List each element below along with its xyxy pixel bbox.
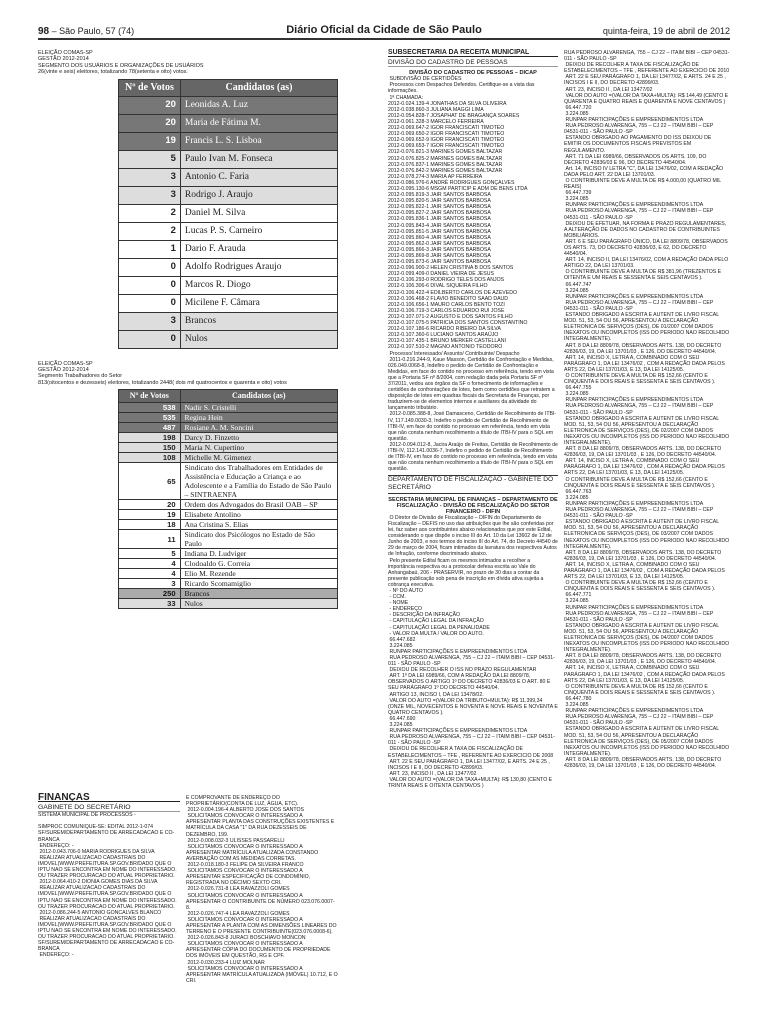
vote-count: 487 <box>119 423 181 433</box>
votes-column-header: Nº de Votos <box>119 79 181 96</box>
vote-count: 0 <box>119 258 181 276</box>
vote-count: 3 <box>119 579 181 589</box>
table-row <box>119 204 338 222</box>
votes-column-header: Nº de Votos <box>119 390 181 403</box>
financas-right-text: E COMPROVANTE DE ENDEREÇO DO PROPRIETÁRIO(CONTA DE LUZ, ÁGUA, ETC). 2012-0.004.196-4 ALBERTO JOSE DOS SANTOS SOLICITAMOS CONVOCAR O INTERESSADO A APRESENTAR PLANTA DAS CONSTRUÇÕES EXISTENTES E MATRÍCULA DA CASA "1" DA RUA DEZESSEIS DE DEZEMBRO, 199. 2012-0.008.032-3 ULISSES PASSARELLI SOLICITAMOS CONVOCAR O INTERESSADO A APRESENTAR MATRÍCULA ATUALIZADA CONSTANDO AVERBAÇÃO COM AS MEDIDAS CORRETAS. 2012-0.018.180-3 FELIPE DA SILVEIRA FRANCO SOLICITAMOS CONVOCAR O INTERESSADO A APRESENTAR ESPECIFICAÇÃO DE CONDOMÍNIO, REGISTRADA NO DÉCIMO SEXTO CRI. 2012-0.026.731-8 LEA RAVAZZOLI GOMES SOLICITAMOS CONVOCAR O INTERESSADO A APRESENTAR O CONTRIBUINTE DE NÚMERO 023.076.0007-8. 2012-0.026.747-4 LEA RAVAZZOLI GOMES SOLICITAMOS CONVOCAR O INTERESSADO A APRESENTAR A PLANTA COM AS DIMENSÕES LINEARES DO TERRENO E O PRESENTE CONTRIBUINTE(023.076.0008-6). 2012-0.026.843-8 JURACI BOSCHIAVO MONCON SOLICITAMOS CONVOCAR O INTERESSADO A APRESENTAR CÓPIA DO DOCUMENTO DE PROPRIEDADE DOS IMÓVEIS EM QUESTÃO, RG E CPF. 2012-0.030.233-4 LUIZ MOLNAR SOLICITAMOS CONVOCAR O INTERESSADO A APRESENTAR MATRÍCULA ATUALIZADA (IMÓVEL) 10.712, E O CRI. <box>186 795 338 984</box>
vote-count: 19 <box>119 132 181 150</box>
vote-count: 4 <box>119 569 181 579</box>
vote-count: 250 <box>119 589 181 599</box>
candidate-name: Sindicato dos Trabalhadores em Entidades de Assistência e Educação a Criança e ao Adolescente e a Família do Estado de São Paulo – SINTRAENFA <box>180 463 337 500</box>
candidate-name: Brancos <box>180 589 337 599</box>
candidate-name: Rosiane A. M. Soncini <box>180 423 337 433</box>
table-row <box>119 463 338 500</box>
vote-count: 3 <box>119 186 181 204</box>
candidate-name: Michelle M. Gimenez <box>180 453 337 463</box>
vote-count: 20 <box>119 500 181 510</box>
table-row <box>119 549 338 559</box>
candidate-name: Nadir S. Cristelli <box>180 403 337 413</box>
difin-heading: SECRETARIA MUNICIPAL DE FINANÇAS – DEPARTAMENTO DE FISCALIZAÇÃO - DIVISÃO DE FISCALIZAÇÃO DO SETOR FINANCEIRO - DIFIN <box>388 496 558 515</box>
vote-count: 0 <box>119 294 181 312</box>
vote-count: 65 <box>119 463 181 500</box>
candidate-name: Clodoaldo G. Correia <box>180 559 337 569</box>
candidate-name: Elisabete Antolino <box>180 510 337 520</box>
vote-count: 33 <box>119 599 181 609</box>
vote-count: 5 <box>119 150 181 168</box>
table-row <box>119 294 338 312</box>
election2-meta: ELEIÇÃO COMAS-SP GESTÃO 2012-2014 Segmento Trabalhadores do Setor 813(oitocentos e dezesseis) eleitores, totalizando 2448( dois mil quatrocentos e quarenta e oito) votos <box>38 360 287 386</box>
table-row <box>119 520 338 530</box>
table-row <box>119 258 338 276</box>
vote-count: 538 <box>119 403 181 413</box>
table-header-row <box>119 390 338 403</box>
table-row <box>119 589 338 599</box>
vote-count: 108 <box>119 453 181 463</box>
vote-count: 0 <box>119 330 181 348</box>
candidate-name: Antonio C. Faria <box>180 168 337 186</box>
table-row <box>119 500 338 510</box>
candidate-name: Elio M. Rezende <box>180 569 337 579</box>
table-row <box>119 579 338 589</box>
table-row <box>119 559 338 569</box>
candidate-name: Sindicato dos Psicólogos no Estado de São Paulo <box>180 530 337 549</box>
candidate-name: Maria N. Cupertino <box>180 443 337 453</box>
table-row <box>119 240 338 258</box>
election1-meta: ELEIÇÃO COMAS-SP GESTÃO 2012-2014 SEGMENTO DOS USUÁRIOS E ORGANIZAÇÕES DE USUÁRIOS 26(vinte e seis) eleitores, totalizando 78(setenta e oito) votos. <box>38 50 204 76</box>
page-number: 98 – São Paulo, 57 (74) <box>38 26 135 37</box>
newspaper-title: Diário Oficial da Cidade de São Paulo <box>286 24 482 36</box>
dicap-heading: DIVISÃO DO CADASTRO DE PESSOAS – DICAP <box>409 70 537 77</box>
candidate-name: Dario F. Arauda <box>180 240 337 258</box>
table-row <box>119 569 338 579</box>
vote-count: 19 <box>119 510 181 520</box>
vote-count: 11 <box>119 530 181 549</box>
financas-left <box>38 792 180 959</box>
table-row <box>119 530 338 549</box>
candidate-name: Brancos <box>180 312 337 330</box>
candidate-name: Nulos <box>180 599 337 609</box>
candidate-name: Francis L. S. Lisboa <box>180 132 337 150</box>
table-row <box>119 114 338 132</box>
table-row <box>119 453 338 463</box>
candidate-name: Darcy D. Finzetto <box>180 433 337 443</box>
table-row <box>119 186 338 204</box>
candidate-name: Ordem dos Advogados do Brasil OAB – SP <box>180 500 337 510</box>
candidate-name: Lucas P. S. Carneiro <box>180 222 337 240</box>
table-row <box>119 276 338 294</box>
vote-count: 20 <box>119 114 181 132</box>
vote-count: 5 <box>119 549 181 559</box>
candidate-name: Leonidas A. Luz <box>180 96 337 114</box>
table-row <box>119 413 338 423</box>
candidate-name: Marcos R. Diogo <box>180 276 337 294</box>
election1-votes-table <box>118 79 338 349</box>
candidate-name: Nulos <box>180 330 337 348</box>
table-row <box>119 132 338 150</box>
divisao-heading: DIVISÃO DO CADASTRO DE PESSOAS <box>388 60 558 67</box>
vote-count: 4 <box>119 559 181 569</box>
candidate-name: Adolfo Rodrigues Araujo <box>180 258 337 276</box>
vote-count: 2 <box>119 222 181 240</box>
vote-count: 20 <box>119 96 181 114</box>
financas-section <box>38 792 338 1020</box>
right-column <box>564 50 730 1020</box>
table-row <box>119 330 338 348</box>
candidate-name: Ana Cristina S. Elias <box>180 520 337 530</box>
table-row <box>119 222 338 240</box>
dicap-text: SUBDIVISÃO DE CERTIDÕES Processos com Despachos Deferidos. Certifique-se a vista das informações. 1ª CHAMADA: 2012-0.024.139-4 JONATHAS DA SILVA OLIVEIRA 2012-0.038.860-3 JULIANA MAGGI LIMA 2012-0.054.828-7 JOSAPHAT DE BRAGANÇA SOARES 2012-0.061.328-3 MARCELO FERREIRA 2012-0.069.647-2 IGOR FRANCISCATI TIMOTEO 2012-0.069.650-2 IGOR FRANCISCATI TIMOTEO 2012-0.069.652-9 IGOR FRANCISCATI TIMOTEO 2012-0.069.653-7 IGOR FRANCISCATI TIMOTEO 2012-0.076.821-3 MARINES GOMES BALTAZAR 2012-0.076.825-2 MARINES GOMES BALTAZAR 2012-0.076.837-1 MARINES GOMES BALTAZAR 2012-0.076.842-2 MARINES GOMES BALTAZAR 2012-0.078.274-3 MARIA AP FERREIRA 2012-0.086.976-6 ANDRÉ RODRIGUES GONÇALVES 2012-0.095.130-6 MSGM PARTICIP E ADM DE BENS LTDA 2012-0.095.819-3 JAIR SANTOS BARBOSA 2012-0.095.820-5 JAIR SANTOS BARBOSA 2012-0.095.822-1 JAIR SANTOS BARBOSA 2012-0.095.827-2 JAIR SANTOS BARBOSA 2012-0.095.836-1 JAIR SANTOS BARBOSA 2012-0.095.843-4 JAIR SANTOS BARBOSA 2012-0.095.851-5 JAIR SANTOS BARBOSA 2012-0.095.860-4 JAIR SANTOS BARBOSA 2012-0.095.862-0 JAIR SANTOS BARBOSA 2012-0.095.866-3 JAIR SANTOS BARBOSA 2012-0.095.869-8 JAIR SANTOS BARBOSA 2012-0.095.873-6 JAIR SANTOS BARBOSA 2012-0.096.900-2 HELEN CRISTINA B DOS SANTOS 2012-0.099.409-0 DANIEL VIEIRA DE JESUS 2012-0.106.293-0 RODRIGO TELES DOS ANJOS 2012-0.106.306-6 DIVAL SIQUEIRA FILHO 2012-0.106.422-4 EDILBERTO CARLOS DE AZEVEDO 2012-0.106.468-2 FLAVIO BENEDITO SAAD DAUD 2012-0.106.656-1 MAURO CARLOS BENTO TOZI 2012-0.106.719-3 CARLOS EDUARDO RUI JOSE 2012-0.107.071-2 AUGUSTO E DOS SANTOS FILHO 2012-0.107.075-5 PATRICIA DOS SANTOS CONSTANTINO 2012-0.107.186-6 RICARDO RIBEIRO DA SILVA 2012-0.107.360-6 LUCIANO SANTOS ARAÚJO 2012-0.107.435-1 BRUNO MERKER CASTELLANI 2012-0.107.510-2 MAGNO ANTONIO TEODORO Processo/ Interessado/ Assunto/ Contribuinte/ Despacho 2011-0.216.244-9, Kaue Masson, Certidão de Confrontação e Medidas, 026.049.0068-8, Indefiro o pedido de Certidão de Confrontação e Medidas, em face do contido no processo em referência, tendo em vista que a Portaria SF nº 8/2004, com redação dada pela Portaria SF nº 37/2011, vedou aos órgãos da SF o fornecimento de informações e certidões de confrontações de lotes, bem como certidões que retratem a disposição de lotes em quadras fiscais da Secretaria de Finanças, por traduzirem-se de elementos internos e auxiliares da atividade do lançamento tributário. 2012-0.085.388-8, José Damasceno, Certidão de Recolhimento de ITBI-IV, 117.149.0030-3, Indefiro o pedido de Certidão de Recolhimento de ITBI-IV, em face do contido no processo em referência, tendo em vista que não consta nenhum recolhimento a título de ITBI-IV para o SQL em questão. 2012-0.094.012-8, Jacira Araújo de Freitas, Certidão de Recolhimento de ITBI-IV, 112.141.0036-7, Indefiro o pedido de Certidão de Recolhimento de ITBI-IV, em face do contido no processo em referência, tendo em vista que não consta nenhum recolhimento a título de ITBI-IV para o SQL em questão. <box>388 76 558 473</box>
candidates-column-header: Candidatos (as) <box>180 390 337 403</box>
candidate-name: Ricardo Scomamiglio <box>180 579 337 589</box>
table-row <box>119 510 338 520</box>
table-row <box>119 423 338 433</box>
subsecretaria-heading: SUBSECRETARIA DA RECEITA MUNICIPAL <box>388 50 558 57</box>
table-row <box>119 150 338 168</box>
table-row <box>119 312 338 330</box>
gabinete-title: GABINETE DO SECRETÁRIO <box>38 805 180 812</box>
vote-count: 3 <box>119 168 181 186</box>
election2-votes-table <box>118 389 338 609</box>
vote-count: 0 <box>119 276 181 294</box>
vote-count: 2 <box>119 204 181 222</box>
candidate-name: Daniel M. Silva <box>180 204 337 222</box>
candidate-name: Indiana D. Ludviger <box>180 549 337 559</box>
vote-count: 18 <box>119 520 181 530</box>
financas-left-text: SISTEMA MUNICIPAL DE PROCESSOS - SIMPROC COMUNIQUE-SE: EDITAL 2012-1-074 SF/SUREM/DEPARTAMENTO DE ARRECADACAO E CO-BRANCA ENDEREÇO: - 2012-0.043.706-0 MARIA RODRIGUES DA SILVA REALIZAR ATUALIZACAO CADASTRAIS DO IMOVEL(WWW.PREFEITURA.SP.GOV.BR/DADO QUE O IPTU NAO SE ENCONTRA EM NOME DO INTERESSADO. OU TRAZER PROCURACAO DO ATUAL PROPRIETARIO. 2012-0.064.410-2 DIONIA GOMES DIAS DA SILVA REALIZAR ATUALIZACAO CADASTRAIS DO IMOVEL(WWW.PREFEITURA.SP.GOV.BR/DADO QUE O IPTU NAO SE ENCONTRA EM NOME DO INTERESSADO. OU TRAZER PROCURACAO DO ATUAL PROPRIETARIO. 2012-0.086.244-5 ANTONIO GONCALVES BLANCO REALIZAR ATUALIZACAO CADASTRAIS DO IMOVEL(WWW.PREFEITURA.SP.GOV.BR/DADO QUE O IPTU NAO SE ENCONTRA EM NOME DO INTERESSADO. OU TRAZER PROCURACAO DO ATUAL PROPRIETARIO. SF/SUREM/DEPARTAMENTO DE ARRECADACAO E CO-BRANCA ENDEREÇO: - <box>38 812 177 959</box>
vote-count: 150 <box>119 443 181 453</box>
candidates-column-header: Candidatos (as) <box>180 79 337 96</box>
table-row <box>119 403 338 413</box>
candidate-name: Rodrigo J. Araujo <box>180 186 337 204</box>
table-row <box>119 599 338 609</box>
middle-column <box>388 50 558 1020</box>
financas-right <box>186 795 338 984</box>
candidate-name: Regina Hein <box>180 413 337 423</box>
table-row <box>119 433 338 443</box>
issue-date: quinta-feira, 19 de abril de 2012 <box>602 26 730 36</box>
fiscalizacao-heading: DEPARTAMENTO DE FISCALIZAÇÃO - GABINETE DO SECRETÁRIO <box>388 475 558 493</box>
table-row <box>119 96 338 114</box>
table-row <box>119 443 338 453</box>
vote-count: 1 <box>119 240 181 258</box>
vote-count: 535 <box>119 413 181 423</box>
candidate-name: Micilene F. Câmara <box>180 294 337 312</box>
vote-count: 198 <box>119 433 181 443</box>
difin-text: O Diretor de Divisão de Fiscalização – DIFIN do Departamento de Fiscalização – DEFIS no uso das atribuições que lhe são conferidas por lei, faz saber aos contribuintes abaixo relacionados que por este Edital, considerando o que dispõe o inciso III do Art. 10 da Lei 13602 de 12 de Junho de 2003, e nos termos do inciso III do Art. 74, do Decreto 44540 de 29 de março de 2004, ficam intimados da lavratura dos respectivos Autos de Infração, conforme discriminado abaixo. Pelo presente Edital ficam os mesmos intimados a recolher a importância respectiva ou a protocolar defesa escrita ao Vale do Anhangabaú, 206 - PRASERVIR, no prazo de 30 dias a contar da presente publicação sob pena de inscrição em dívida ativa sujeita a cobrança executiva. - Nº DO AUTO - CCM. - NOME - ENDEREÇO - DESCRIÇÃO DA INFRAÇÃO - CAPITULAÇÃO LEGAL DA INFRAÇÃO - CAPITULAÇÃO LEGAL DA PENALIDADE - VALOR DA MULTA / VALOR DO AUTO. 66.447.682 3.224.085 RUNPAR PARTICIPAÇÕES E EMPREENDIMENTOS LTDA RUA PEDROSO ALVARENGA, 755 – CJ 22 – ITAIM BIBI – CEP 04531-011 - SÃO PAULO -SP DEIXOU DE RECOLHER O ISS NO PRAZO REGULAMENTAR ART. 1º DA LEI 6989/66, COM A REDAÇÃO DA LEI 8809/78, OBSERVADOS O ARTIGO 1º DO DECRETO 42836/03 E O ART. 80 E SEU PARÁGRAFO 1º DO DECRETO 44540/04. ARTIGO 13, INCISO I, DA LEI 13478/02. VALOR DO AUTO =(VALOR DA TRIBUTO+MULTA): R$ 11.399,34 (ONZE MIL, NOVECENTOS E NOVENTA E NOVE REAIS E NOVENTA E QUATRO CENTAVOS ). 66.447.690 3.224.085 RUNPAR PARTICIPAÇÕES E EMPREENDIMENTOS LTDA RUA PEDROSO ALVARENGA, 755 – CJ 22 – ITAIM BIBI – CEP 04531-011 - SÃO PAULO -SP DEIXOU DE RECOLHER A TAXA DE FISCALIZAÇÃO DE ESTABELECIMENTOS – TFE , REFERENTE AO EXERCICIO DE 2008 ART. 22 E SEU PARÁGRAFO 1, DA LEI 13477/02, E ARTS. 24 E 25 , INCISOS I E II, DO DECRETO 42899/03. ART. 23, INCISO II , DA LEI 13477/02 VALOR DO AUTO =(VALOR DA TAXA+MULTA): R$ 130,80 (CENTO E TRINTA REAIS E OITENTA CENTAVOS ) <box>388 514 558 789</box>
financas-title: FINANÇAS <box>38 795 180 802</box>
candidate-name: Maria de Fátima M. <box>180 114 337 132</box>
page-header <box>38 18 730 40</box>
vote-count: 3 <box>119 312 181 330</box>
table-header-row <box>119 79 338 96</box>
candidate-name: Paulo Ivan M. Fonseca <box>180 150 337 168</box>
table-row <box>119 168 338 186</box>
right-column-text: RUA PEDROSO ALVARENGA, 755 – CJ 22 – ITAIM BIBI – CEP 04531-011 - SÃO PAULO -SP DEIXOU DE RECOLHER A TAXA DE FISCALIZAÇÃO DE ESTABELECIMENTOS – TFE , REFERENTE AO EXERCICIO DE 2010 ART. 22 E SEU PARÁGRAFO 1, DA LEI 13477/02, E ARTS. 24 E 25 , INCISOS I E II, DO DECRETO 42899/03. ART. 23, INCISO II , DA LEI 13477/02 VALOR DO AUTO =(VALOR DA TAXA+MULTA): R$ 144,49 (CENTO E QUARENTA E QUATRO REAIS E QUARENTA E NOVE CENTAVOS ) 66.447.720 3.224.085 RUNPAR PARTICIPAÇÕES E EMPREENDIMENTOS LTDA RUA PEDROSO ALVARENGA, 755 – CJ 22 – ITAIM BIBI – CEP 04531-011 - SÃO PAULO -SP ESTANDO OBRIGADO AO PAGAMENTO DO ISS DEIXOU DE EMITIR OS DOCUMENTOS FISCAIS PREVISTOS EM REGULAMENTO. ART. 71 DA LEI 6989/66, OBSERVADOS OS ARTS. 109, DO DECRETO 42836/03 E 96, DO DECRETO 44540/04. Art. 14, INCISO IV LETRA "C", DA LEI 13476/02, COM A REDAÇÃO DADA PELO ART. 22 DA LEI 13701/03. O CONTRIBUINTE DEVE A MULTA DE R$ 4.000,00 (QUATRO MIL REAIS) 66.447.739 3.224.085 RUNPAR PARTICIPAÇÕES E EMPREENDIMENTOS LTDA RUA PEDROSO ALVARENGA, 755 – CJ 22 – ITAIM BIBI – CEP 04531-011 - SÃO PAULO -SP DEIXOU DE EFETUAR, NA FORMA E PRAZO REGULAMENTARES, A ALTERAÇÃO DE DADOS NO CADASTRO DE CONTRIBUINTES MOBILIÁRIOS. ART. 6 E SEU PARÁGRAFO ÚNICO, DA LEI 8809/78, OBSERVADOS OS ARTS. 73, DO DECRETO 42836/03, E 62, DO DECRETO 44540/04. ART. 14, INCISO II, DA LEI 13476/02, COM A REDAÇÃO DADA PELO ARTIGO 22, DA LEI 13701/03. O CONTRIBUINTE DEVE A MULTA DE R$ 381,96 (TREZENTOS E OITENTA E UM REAIS E SESSENTA E SEIS CENTAVOS ). 66.447.747 3.224.085 RUNPAR PARTICIPAÇÕES E EMPREENDIMENTOS LTDA RUA PEDROSO ALVARENGA, 755 – CJ 22 – ITAIM BIBI – CEP 04531-011 - SÃO PAULO -SP ESTANDO OBRIGADO A ESCRITA E AUTENT DE LIVRO FISCAL MOD. 51, 53, 54 OU 56, APRESENTOU A DECLARAÇÃO ELETRONICA DE SERVIÇOS (DES), DE 01/2007 COM DADOS INEXATOS OU INCOMPLETOS (ISS DO PERIODO NAO RECOLHIDO INTEGRALMENTE). ART. 8 DA LEI 8809/78, OBSERVADOS ARTS. 138, DO DECRETO 42836/03, 19, DA LEI 13701/03 , E 126, DO DECRETO 44540/04. ART. 14, INCISO X, LETRA A, COMBINADO COM O SEU PARÁGRAFO 1, DA LEI 13476/02 , COM A REDAÇÃO DADA PELOS ARTS 22, DA LEI 13701/03, E 13, DA LEI 14125/05. O CONTRIBUINTE DEVE A MULTA DE R$ 152,66 (CENTO E CINQUENTA E DOIS REAIS E SESSENTA E SEIS CENTAVOS ). 66.447.755 3.224.085 RUNPAR PARTICIPAÇÕES E EMPREENDIMENTOS LTDA RUA PEDROSO ALVARENGA, 755 – CJ 22 – ITAIM BIBI – CEP 04531-011 - SÃO PAULO -SP ESTANDO OBRIGADO A ESCRITA E AUTENT DE LIVRO FISCAL MOD. 51, 53, 54 OU 56, APRESENTOU A DECLARAÇÃO ELETRONICA DE SERVIÇOS (DES), DE 02/2007 COM DADOS INEXATOS OU INCOMPLETOS (ISS DO PERIODO NAO RECOLHIDO INTEGRALMENTE). ART. 8 DA LEI 8809/78, OBSERVADOS ARTS. 138, DO DECRETO 42836/03, 19, DA LEI 13701/03 , E 126, DO DECRETO 44540/04. ART. 14, INCISO X, LETRA A, COMBINADO COM O SEU PARÁGRAFO 1, DA LEI 13476/02 , COM A REDAÇÃO DADA PELOS ARTS 22, DA LEI 13701/03, E 13, DA LEI 14125/05. O CONTRIBUINTE DEVE A MULTA DE R$ 152,66 (CENTO E CINQUENTA E DOIS REAIS E SESSENTA E SEIS CENTAVOS ). 66.447.763 3.224.085 RUNPAR PARTICIPAÇÕES E EMPREENDIMENTOS LTDA RUA PEDROSO ALVARENGA, 755 – CJ 22 – ITAIM BIBI – CEP 04531-011 - SÃO PAULO -SP ESTANDO OBRIGADO A ESCRITA E AUTENT DE LIVRO FISCAL MOD. 51, 53, 54 OU 56, APRESENTOU A DECLARAÇÃO ELETRONICA DE SERVIÇOS (DES), DE 03/2007 COM DADOS INEXATOS OU INCOMPLETOS (ISS DO PERIODO NAO RECOLHIDO INTEGRALMENTE). ART. 8 DA LEI 8809/78, OBSERVADOS ARTS. 138, DO DECRETO 42836/03, 19, DA LEI 13701/03 , E 126, DO DECRETO 44540/04. ART. 14, INCISO X, LETRA A, COMBINADO COM O SEU PARÁGRAFO 1, DA LEI 13476/02 , COM A REDAÇÃO DADA PELOS ARTS 22, DA LEI 13701/03, E 13, DA LEI 14125/05. O CONTRIBUINTE DEVE A MULTA DE R$ 152,66 (CENTO E CINQUENTA E DOIS REAIS E SESSENTA E SEIS CENTAVOS ). 66.447.771 3.224.085 RUNPAR PARTICIPAÇÕES E EMPREENDIMENTOS LTDA RUA PEDROSO ALVARENGA, 755 – CJ 22 – ITAIM BIBI – CEP 04531-011 - SÃO PAULO -SP ESTANDO OBRIGADO A ESCRITA E AUTENT DE LIVRO FISCAL MOD. 51, 53, 54 OU 56, APRESENTOU A DECLARAÇÃO ELETRONICA DE SERVIÇOS (DES), DE 04/2007 COM DADOS INEXATOS OU INCOMPLETOS (ISS DO PERIODO NAO RECOLHIDO INTEGRALMENTE). ART. 8 DA LEI 8809/78, OBSERVADOS ARTS. 138, DO DECRETO 42836/03, 19, DA LEI 13701/03 , E 126, DO DECRETO 44540/04. ART. 14, INCISO X, LETRA A, COMBINADO COM O SEU PARÁGRAFO 1, DA LEI 13476/02 , COM A REDAÇÃO DADA PELOS ARTS 22, DA LEI 13701/03, E 13, DA LEI 14125/05. O CONTRIBUINTE DEVE A MULTA DE R$ 152,66 (CENTO E CINQUENTA E DOIS REAIS E SESSENTA E SEIS CENTAVOS ). 66.447.780 3.224.085 RUNPAR PARTICIPAÇÕES E EMPREENDIMENTOS LTDA RUA PEDROSO ALVARENGA, 755 – CJ 22 – ITAIM BIBI – CEP 04531-011 - SÃO PAULO -SP ESTANDO OBRIGADO A ESCRITA E AUTENT DE LIVRO FISCAL MOD. 51, 53, 54 OU 56, APRESENTOU A DECLARAÇÃO ELETRONICA DE SERVIÇOS (DES), DE 05/2007 COM DADOS INEXATOS OU INCOMPLETOS (ISS DO PERIODO NAO RECOLHIDO INTEGRALMENTE). ART. 8 DA LEI 8809/78, OBSERVADOS ARTS. 138, DO DECRETO 42836/03, 19, DA LEI 13701/03 , E 126, DO DECRETO 44540/04. <box>564 50 730 769</box>
